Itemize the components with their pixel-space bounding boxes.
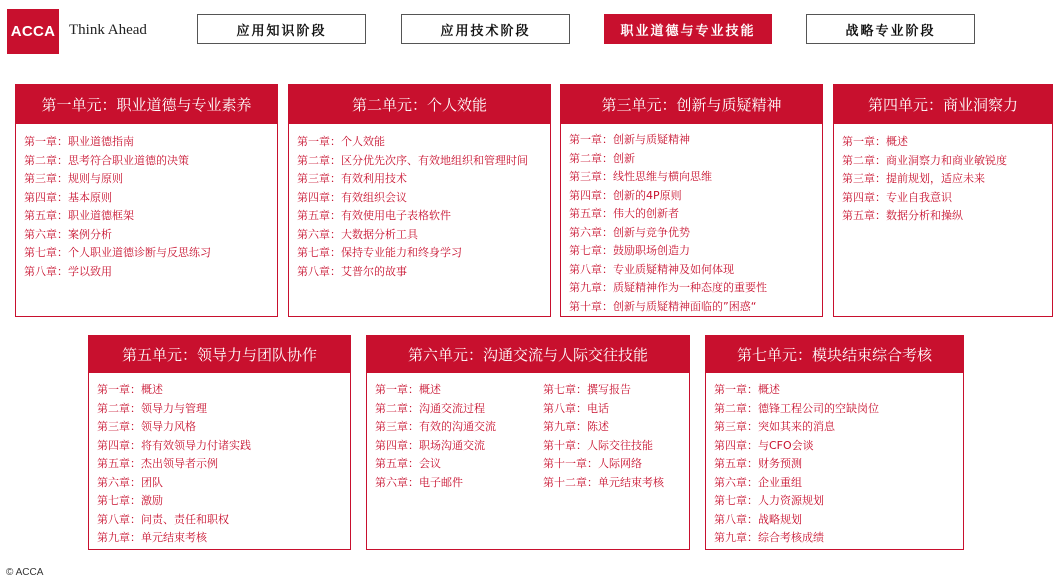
chapter-item [24,226,211,245]
chapter-item [97,418,251,437]
chapter-title: 有效的沟通交流 [419,420,496,433]
chapter-number: 第十一章： [543,457,598,470]
chapter-number: 第四章： [24,190,68,204]
chapter-number: 第三章： [24,172,68,185]
chapter-item [375,474,496,493]
unit-card-5 [88,335,351,550]
chapter-title: 职场沟通交流 [419,438,485,452]
chapter-item [24,170,211,189]
chapter-number: 第四章： [375,438,419,452]
chapter-item [842,170,1007,189]
stage-tab-applied-skills[interactable]: 应用技术阶段 [401,14,570,44]
chapter-title: 概述 [758,383,780,396]
chapter-number: 第五章： [297,209,341,222]
chapter-number: 第五章： [569,207,613,220]
chapter-title: 提前规划，适应未来 [886,172,985,185]
chapter-number: 第三章： [842,172,886,185]
chapter-item [375,455,496,474]
chapter-title: 概述 [419,383,441,396]
chapter-item [297,226,528,245]
chapter-item [714,418,879,437]
chapter-title: 职业道德指南 [68,135,134,148]
chapter-title: 专业质疑精神及如何体现 [613,262,734,276]
chapter-title: 撰写报告 [587,383,631,396]
chapter-item [97,437,251,456]
chapter-title: 问责、责任和职权 [141,512,229,526]
chapter-title: 个人职业道德诊断与反思练习 [68,246,211,259]
chapter-number: 第二章： [24,153,68,167]
chapter-number: 第一章： [569,133,613,146]
chapter-number: 第七章： [543,383,587,396]
unit-card-3 [560,84,823,317]
chapter-number: 第一章： [714,383,758,396]
chapter-number: 第二章： [97,401,141,415]
chapter-number: 第五章： [714,457,758,470]
chapter-item [297,170,528,189]
chapter-item [24,207,211,226]
chapter-number: 第三章： [375,420,419,433]
chapter-number: 第二章： [569,151,613,165]
chapter-title: 概述 [141,383,163,396]
chapter-title: 创新 [613,151,635,165]
chapter-number: 第七章： [714,494,758,507]
chapter-item [714,474,879,493]
chapter-title: 线性思维与横向思维 [613,170,712,183]
chapter-title: 数据分析和操纵 [886,209,963,222]
chapter-number: 第三章： [97,420,141,433]
chapter-title: 商业洞察力和商业敏锐度 [886,153,1007,167]
chapter-title: 艾普尔的故事 [341,264,407,278]
chapter-item [297,189,528,208]
chapter-title: 陈述 [587,420,609,433]
chapter-item [375,381,496,400]
chapter-item [97,400,251,419]
chapter-item [569,187,767,206]
chapter-item [543,381,664,400]
chapter-item [97,455,251,474]
chapter-number: 第九章： [97,531,141,544]
chapter-title: 团队 [141,475,163,489]
chapter-title: 综合考核成绩 [758,531,824,544]
chapter-title: 案例分析 [68,227,112,241]
chapter-item [297,207,528,226]
chapter-title: 领导力风格 [141,420,196,433]
chapter-number: 第一章： [97,383,141,396]
chapter-title: 个人效能 [341,135,385,148]
chapter-item [714,400,879,419]
chapter-item [297,133,528,152]
chapter-number: 第十章： [543,438,587,452]
chapter-list-left [375,381,496,492]
chapter-number: 第七章： [24,246,68,259]
chapter-number: 第二章： [297,153,341,167]
chapter-item [569,242,767,261]
chapter-number: 第九章： [569,281,613,294]
chapter-number: 第二章： [714,401,758,415]
chapter-item [714,529,879,548]
chapter-item [375,418,496,437]
chapter-number: 第五章： [842,209,886,222]
chapter-title: 单元结束考核 [141,531,207,544]
chapter-number: 第一章： [24,135,68,148]
chapter-number: 第五章： [375,457,419,470]
chapter-number: 第十章： [569,299,613,313]
chapter-number: 第二章： [375,401,419,415]
chapter-item [543,437,664,456]
unit-title: 第七单元：模块结束综合考核 [706,336,963,373]
chapter-number: 第八章： [297,264,341,278]
chapter-item [569,298,767,317]
chapter-number: 第七章： [297,246,341,259]
chapter-item [714,511,879,530]
chapter-number: 第八章： [24,264,68,278]
chapter-item [714,381,879,400]
chapter-list [842,133,1007,226]
stage-tab-strategic-professional[interactable]: 战略专业阶段 [806,14,975,44]
chapter-item [297,152,528,171]
chapter-number: 第八章： [543,401,587,415]
chapter-item [297,263,528,282]
chapter-item [375,437,496,456]
chapter-number: 第六章： [297,227,341,241]
chapter-item [97,474,251,493]
chapter-item [297,244,528,263]
chapter-title: 思考符合职业道德的决策 [68,153,189,167]
chapter-title: 会议 [419,457,441,470]
chapter-item [842,133,1007,152]
chapter-item [24,189,211,208]
chapter-title: 概述 [886,135,908,148]
chapter-item [569,224,767,243]
chapter-title: 杰出领导者示例 [141,457,218,470]
chapter-title: 鼓励职场创造力 [613,244,690,257]
chapter-title: 大数据分析工具 [341,227,418,241]
chapter-number: 第一章： [375,383,419,396]
unit-card-1 [15,84,278,317]
chapter-title: 创新的4P原则 [613,188,682,202]
chapter-number: 第一章： [842,135,886,148]
chapter-item [714,437,879,456]
chapter-number: 第八章： [97,512,141,526]
chapter-number: 第六章： [24,227,68,241]
chapter-item [569,279,767,298]
chapter-list-right [543,381,664,492]
chapter-title: 与CFO会谈 [758,438,814,452]
chapter-item [543,474,664,493]
chapter-title: 沟通交流过程 [419,401,485,415]
chapter-title: 领导力与管理 [141,401,207,415]
chapter-title: 有效利用技术 [341,172,407,185]
chapter-title: 专业自我意识 [886,190,952,204]
chapter-item [714,455,879,474]
chapter-list [714,381,879,548]
chapter-item [24,263,211,282]
chapter-title: 人际交往技能 [587,438,653,452]
stage-tab-applied-knowledge[interactable]: 应用知识阶段 [197,14,366,44]
chapter-number: 第七章： [97,494,141,507]
unit-title: 第六单元：沟通交流与人际交往技能 [367,336,689,373]
chapter-number: 第一章： [297,135,341,148]
chapter-number: 第三章： [714,420,758,433]
chapter-number: 第九章： [543,420,587,433]
chapter-columns [375,381,685,541]
chapter-item [97,381,251,400]
chapter-title: 职业道德框架 [68,209,134,222]
chapter-item [842,152,1007,171]
chapter-title: 人力资源规划 [758,494,824,507]
chapter-number: 第四章： [97,438,141,452]
chapter-item [375,400,496,419]
chapter-number: 第二章： [842,153,886,167]
chapter-item [543,400,664,419]
chapter-number: 第六章： [714,475,758,489]
chapter-item [543,418,664,437]
stage-tab-ethics-professional-skills[interactable]: 职业道德与专业技能 [604,14,772,44]
unit-card-4 [833,84,1053,317]
chapter-number: 第六章： [375,475,419,489]
chapter-item [569,261,767,280]
chapter-list [569,131,767,316]
unit-title: 第一单元：职业道德与专业素养 [16,85,277,124]
copyright: © ACCA [6,567,44,578]
chapter-number: 第四章： [842,190,886,204]
chapter-title: 伟大的创新者 [613,207,679,220]
chapter-number: 第三章： [569,170,613,183]
chapter-title: 有效组织会议 [341,190,407,204]
chapter-title: 突如其来的消息 [758,420,835,433]
chapter-item [97,492,251,511]
chapter-item [24,133,211,152]
unit-title: 第四单元：商业洞察力 [834,85,1052,124]
chapter-item [714,492,879,511]
chapter-item [569,131,767,150]
chapter-title: 创新与质疑精神面临的”困惑“ [613,299,757,313]
chapter-list [97,381,251,548]
chapter-title: 企业重组 [758,475,802,489]
unit-card-7 [705,335,964,550]
chapter-title: 人际网络 [598,457,642,470]
chapter-item [543,455,664,474]
acca-logo: ACCA [7,9,59,54]
chapter-item [24,244,211,263]
chapter-list [24,133,211,281]
chapter-item [97,511,251,530]
chapter-number: 第八章： [569,262,613,276]
chapter-title: 战略规划 [758,512,802,526]
chapter-title: 创新与竞争优势 [613,225,690,239]
chapter-number: 第六章： [97,475,141,489]
chapter-number: 第四章： [714,438,758,452]
unit-card-2 [288,84,551,317]
chapter-number: 第三章： [297,172,341,185]
chapter-item [24,152,211,171]
unit-card-6 [366,335,690,550]
chapter-title: 规则与原则 [68,172,123,185]
chapter-title: 将有效领导力付诸实践 [141,438,251,452]
unit-title: 第二单元：个人效能 [289,85,550,124]
chapter-title: 电子邮件 [419,475,463,489]
chapter-number: 第四章： [569,188,613,202]
chapter-number: 第八章： [714,512,758,526]
unit-title: 第三单元：创新与质疑精神 [561,85,822,124]
chapter-title: 财务预测 [758,457,802,470]
chapter-item [569,150,767,169]
chapter-title: 区分优先次序、有效地组织和管理时间 [341,153,528,167]
chapter-title: 单元结束考核 [598,475,664,489]
chapter-number: 第九章： [714,531,758,544]
chapter-number: 第五章： [97,457,141,470]
chapter-number: 第六章： [569,225,613,239]
chapter-title: 德锋工程公司的空缺岗位 [758,401,879,415]
chapter-item [569,205,767,224]
chapter-number: 第四章： [297,190,341,204]
chapter-item [842,207,1007,226]
chapter-number: 第十二章： [543,475,598,489]
chapter-title: 创新与质疑精神 [613,133,690,146]
chapter-title: 有效使用电子表格软件 [341,209,451,222]
chapter-item [97,529,251,548]
chapter-title: 电话 [587,401,609,415]
chapter-item [569,168,767,187]
chapter-title: 质疑精神作为一种态度的重要性 [613,281,767,294]
chapter-number: 第七章： [569,244,613,257]
chapter-list [297,133,528,281]
tagline: Think Ahead [69,22,147,38]
unit-title: 第五单元：领导力与团队协作 [89,336,350,373]
chapter-item [842,189,1007,208]
chapter-title: 激励 [141,494,163,507]
chapter-title: 保持专业能力和终身学习 [341,246,462,259]
chapter-title: 学以致用 [68,264,112,278]
chapter-title: 基本原则 [68,190,112,204]
chapter-number: 第五章： [24,209,68,222]
